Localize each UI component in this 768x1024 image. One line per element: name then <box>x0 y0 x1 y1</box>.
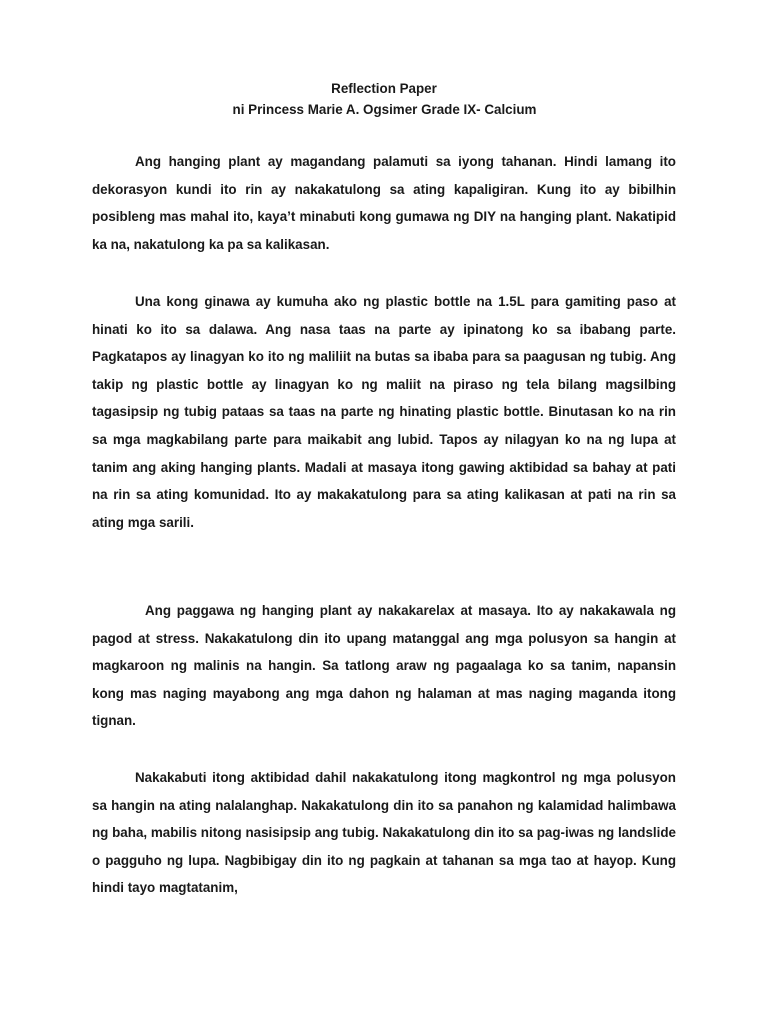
paragraph-1: Ang hanging plant ay magandang palamuti sa iyong tahanan. Hindi lamang ito dekorasyon kundi ito rin ay nakakatulong sa ating kapaligiran. Kung ito ay bibilhin posibleng mas mahal ito, kaya’t minabuti kong gumawa ng DIY na hanging plant. Nakatipid ka na, nakatulong ka pa sa kalikasan. <box>92 154 676 252</box>
paragraph-4: Nakakabuti itong aktibidad dahil nakakatulong itong magkontrol ng mga polusyon sa hangin na ating nalalanghap. Nakakatulong din ito sa panahon ng kalamidad halimbawa ng baha, mabilis nitong nasisipsip ang tubig. Nakakatulong din ito sa pag-iwas ng landslide o pagguho ng lupa. Nagbibigay din ito ng pagkain at tahanan sa mga tao at hayop. Kung hindi tayo magtatanim, <box>92 770 676 896</box>
paragraph-3: Ang paggawa ng hanging plant ay nakakarelax at masaya. Ito ay nakakawala ng pagod at stress. Nakakatulong din ito upang matanggal ang mga polusyon sa hangin at magkaroon ng malinis na hangin. Sa tatlong araw ng pagaalaga ko sa tanim, napansin kong mas naging mayabong ang mga dahon ng halaman at mas naging maganda itong tignan. <box>92 603 676 729</box>
document-title: Reflection Paper <box>331 81 437 96</box>
author-line: ni Princess Marie A. Ogsimer Grade IX- Calcium <box>232 102 537 117</box>
paragraph-2: Una kong ginawa ay kumuha ako ng plastic bottle na 1.5L para gamiting paso at hinati ko ito sa dalawa. Ang nasa taas na parte ay ipinatong ko sa ibabang parte. Pagkatapos ay linagyan ko ito ng maliliit na butas sa ibaba para sa paagusan ng tubig. Ang takip ng plastic bottle ay linagyan ko ng maliit na piraso ng tela bilang magsilbing tagasipsip ng tubig pataas sa taas na parte ng hinating plastic bottle. Binutasan ko na rin sa mga magkabilang parte para maikabit ang lubid. Tapos ay nilagyan ko na ng lupa at tanim ang aking hanging plants. Madali at masaya itong gawing aktibidad sa bahay at pati na rin sa ating komunidad. Ito ay makakatulong para sa ating kalikasan at pati na rin sa ating mga sarili. <box>92 294 676 530</box>
title-block <box>0 78 768 120</box>
